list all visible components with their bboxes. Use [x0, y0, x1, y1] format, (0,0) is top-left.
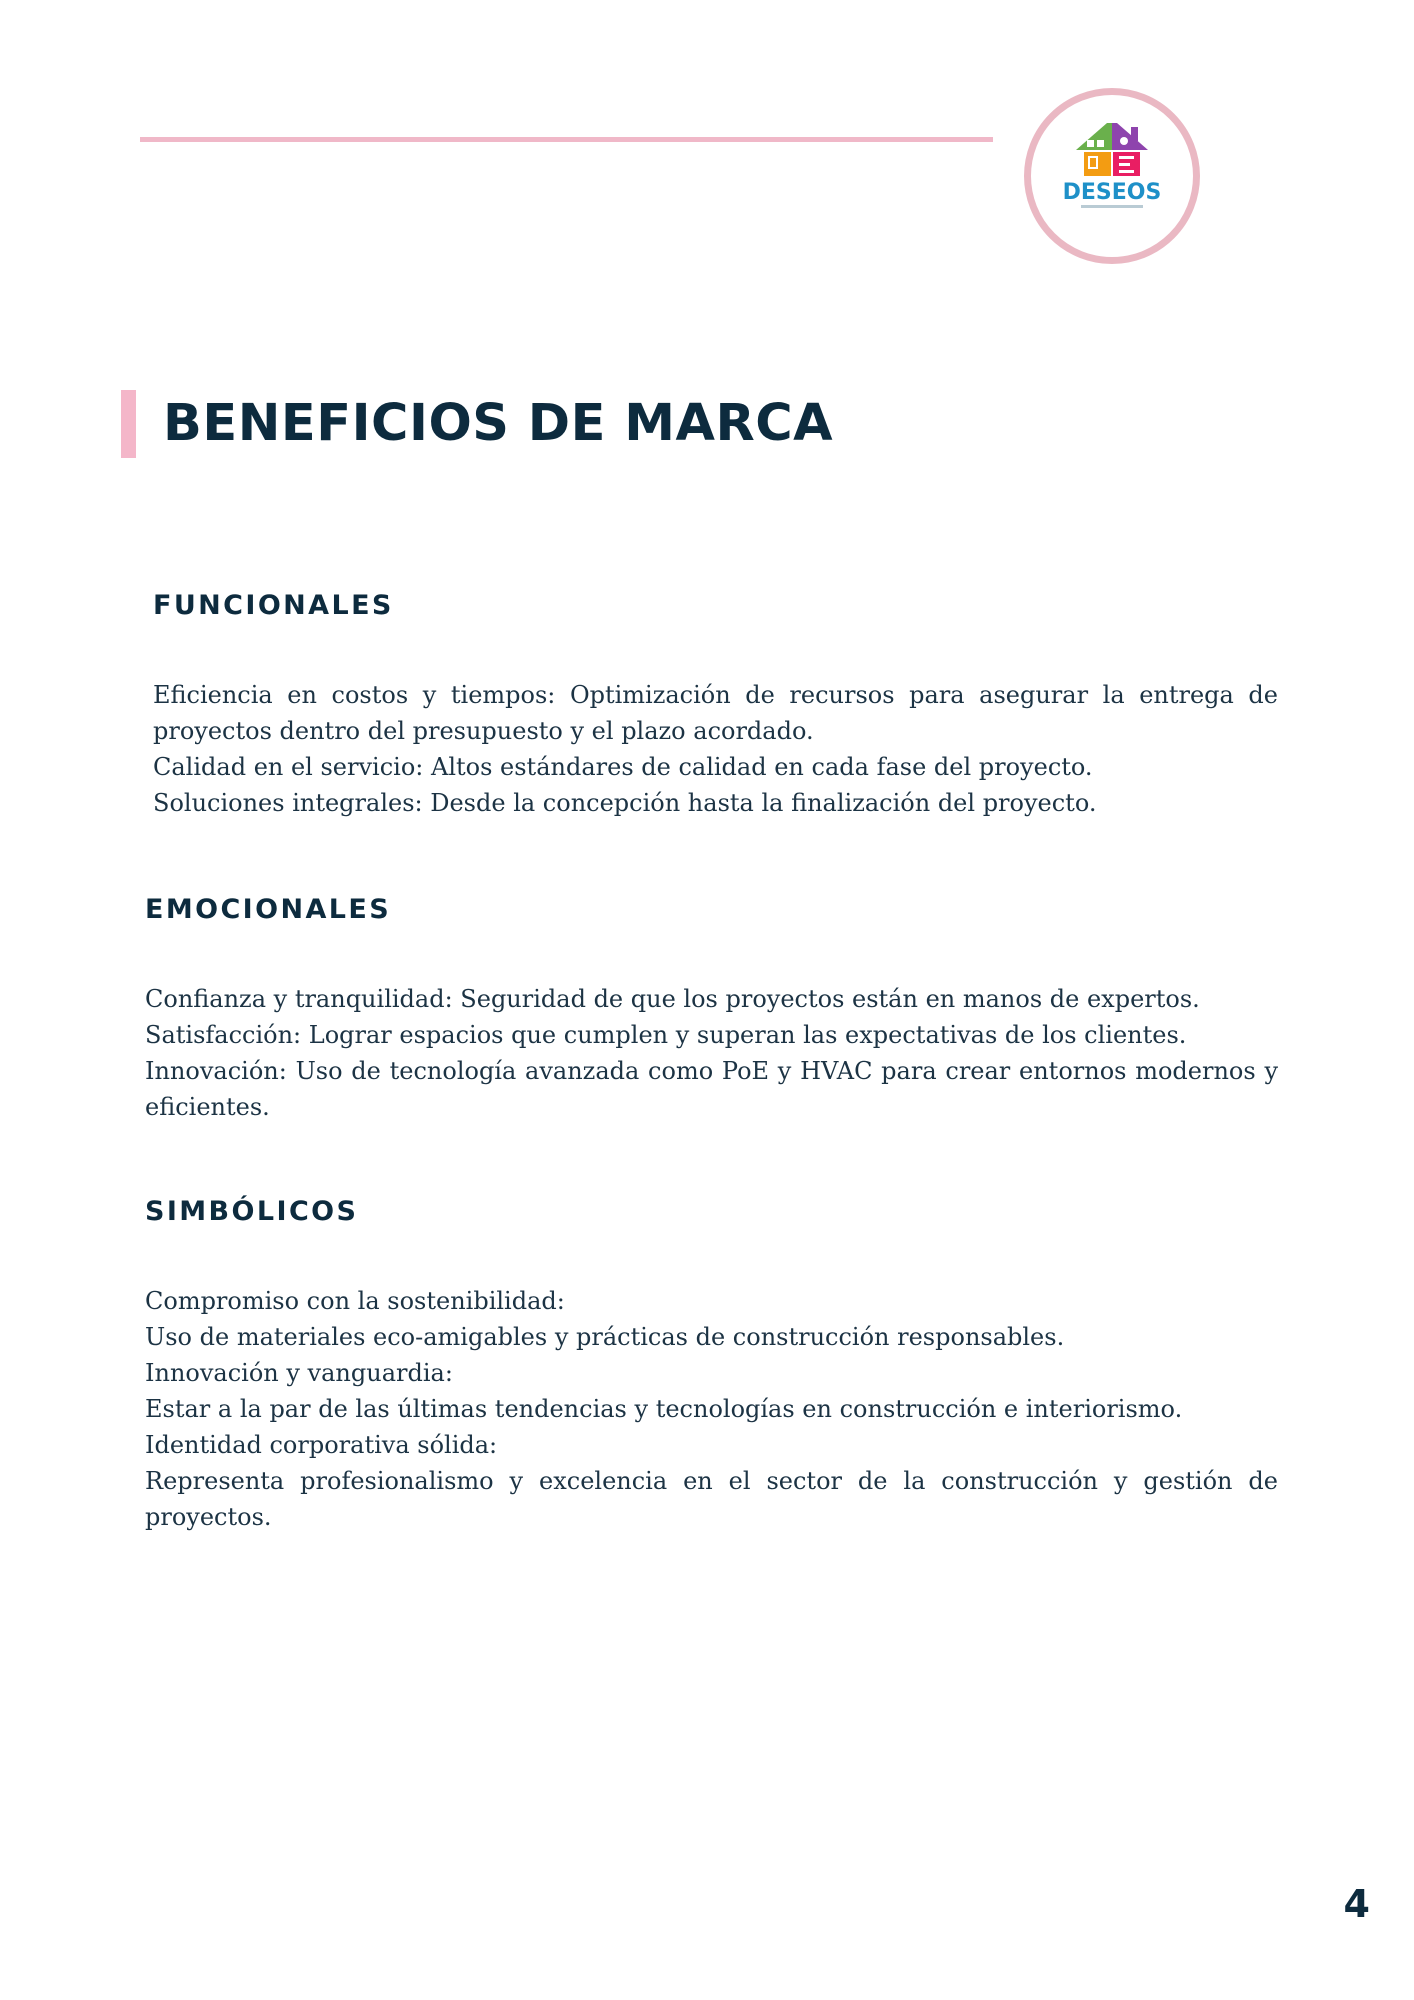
body-line: Estar a la par de las últimas tendencias y tecnologías en construcción e interiorismo. — [145, 1395, 1183, 1423]
body-line: Innovación y vanguardia: — [145, 1359, 453, 1387]
title-accent-bar — [121, 390, 136, 458]
page-title: BENEFICIOS DE MARCA — [163, 394, 834, 453]
section-body-emocionales — [145, 981, 1278, 1125]
section-heading-funcionales: FUNCIONALES — [153, 590, 394, 621]
body-line: Calidad en el servicio: Altos estándares de calidad en cada fase del proyecto. — [153, 753, 1093, 781]
logo-wordmark: DESEOS — [1062, 180, 1162, 205]
body-line: Confianza y tranquilidad: Seguridad de que los proyectos están en manos de expertos. — [145, 985, 1200, 1013]
header-rule — [140, 137, 993, 142]
body-line: Uso de materiales eco-amigables y prácticas de construcción responsables. — [145, 1323, 1065, 1351]
body-line: Innovación: Uso de tecnología avanzada como PoE y HVAC para crear entornos modernos y eficientes. — [145, 1057, 1278, 1121]
section-heading-emocionales: EMOCIONALES — [145, 894, 392, 925]
body-line: Representa profesionalismo y excelencia en el sector de la construcción y gestión de proyectos. — [145, 1467, 1278, 1531]
section-heading-simbolicos: SIMBÓLICOS — [145, 1196, 359, 1227]
body-line: Identidad corporativa sólida: — [145, 1431, 498, 1459]
body-line: Satisfacción: Lograr espacios que cumplen y superan las expectativas de los clientes. — [145, 1021, 1187, 1049]
body-line: Soluciones integrales: Desde la concepción hasta la finalización del proyecto. — [153, 789, 1097, 817]
section-body-simbolicos — [145, 1283, 1278, 1535]
section-body-funcionales — [153, 677, 1278, 821]
body-line: Eficiencia en costos y tiempos: Optimización de recursos para asegurar la entrega de proyectos dentro del presupuesto y el plazo acordado. — [153, 681, 1278, 745]
company-logo — [1024, 88, 1200, 264]
body-line: Compromiso con la sostenibilidad: — [145, 1287, 565, 1315]
deseos-house-logo-icon — [1031, 95, 1193, 257]
page-number: 4 — [1343, 1882, 1370, 1926]
